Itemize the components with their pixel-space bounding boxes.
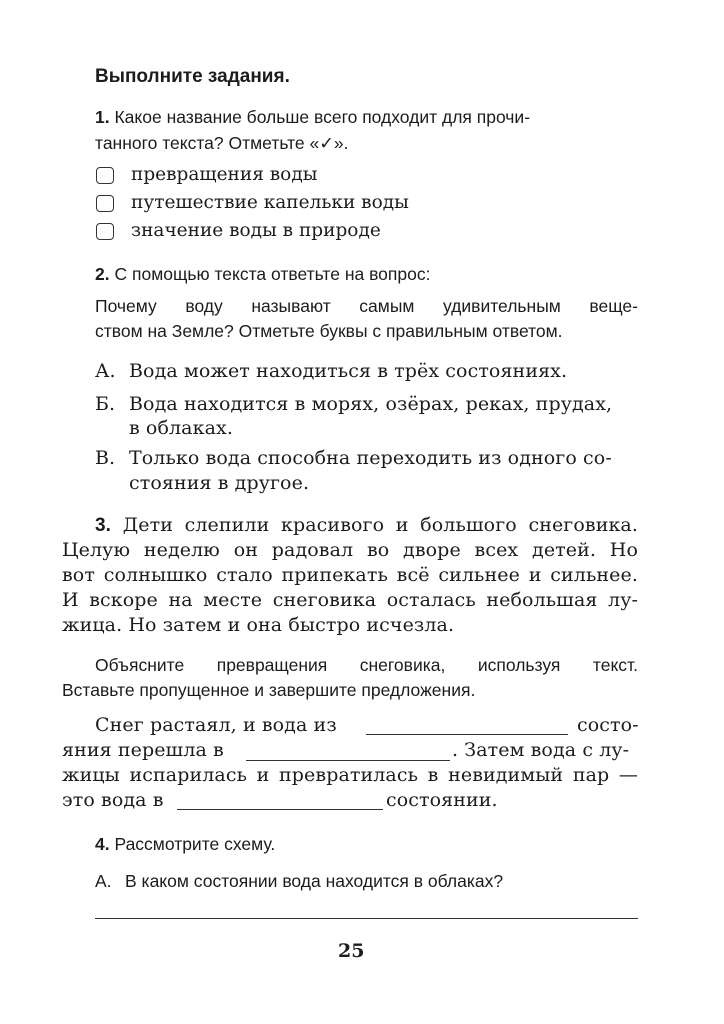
- task1-number: 1.: [95, 107, 110, 127]
- fill-l2-before: яния перешла в: [62, 739, 224, 761]
- task2-intro-line: [95, 264, 430, 285]
- answer-b-text-line1: Вода находится в морях, озёрах, реках, прудах,: [129, 393, 613, 415]
- task4-sub-letter: А.: [95, 871, 112, 891]
- answer-v-text-line2: стояния в другое.: [129, 472, 310, 494]
- blank-input-2[interactable]: [246, 746, 450, 761]
- fill-l4-before: это вода в: [62, 789, 164, 811]
- task1-text-line1: Какое название больше всего подходит для прочи-: [114, 107, 531, 127]
- task3-number: 3.: [95, 515, 112, 536]
- story-line-3: вот солнышко стало припекать всё сильнее и сильнее.: [62, 564, 638, 586]
- task2-intro: С помощью текста ответьте на вопрос:: [114, 264, 431, 284]
- fill-l4-after: состоянии.: [386, 789, 498, 811]
- task2-question-line1: Почему воду называют самым удивительным веще-: [95, 296, 638, 316]
- story-line-1-text: Дети слепили красивого и большого снеговика.: [122, 514, 638, 536]
- story-line-2: Целую неделю он радовал во дворе всех детей. Но: [62, 539, 638, 561]
- task2-question-line2: ством на Земле? Отметьте буквы с правильным ответом.: [95, 321, 563, 341]
- fill-l2-after: . Затем вода с лу-: [452, 739, 630, 761]
- answer-a-text: Вода может находиться в трёх состояниях.: [129, 360, 568, 382]
- task4-line: [95, 834, 275, 855]
- option-checkbox-3[interactable]: [96, 223, 114, 240]
- task4-text: Рассмотрите схему.: [114, 834, 276, 854]
- answer-line-input[interactable]: [95, 918, 638, 919]
- story-line-5: жица. Но затем и она быстро исчезла.: [62, 614, 455, 636]
- task3-instruction-line2: Вставьте пропущенное и завершите предложения.: [62, 680, 476, 700]
- option-label-2: путешествие капельки воды: [131, 192, 409, 213]
- answer-b-text-line2: в облаках.: [129, 417, 233, 439]
- answer-v[interactable]: [95, 447, 638, 469]
- task1-text-line2: танного текста? Отметьте «✓».: [95, 133, 349, 153]
- story-line-4: И вскоре на месте снеговика осталась небольшая лу-: [62, 589, 638, 611]
- answer-b[interactable]: [95, 393, 638, 415]
- answer-b-letter: Б.: [95, 393, 116, 415]
- option-checkbox-1[interactable]: [96, 167, 114, 184]
- task4-number: 4.: [95, 834, 110, 854]
- fill-l3: жицы испарилась и превратилась в невидимый пар —: [62, 764, 638, 786]
- task3-instruction-line1: Объясните превращения снеговика, используя текст.: [95, 655, 638, 675]
- answer-a[interactable]: [95, 360, 567, 382]
- fill-l1-before: Снег растаял, и вода из: [95, 714, 337, 736]
- answer-v-letter: В.: [95, 447, 116, 469]
- answer-a-letter: А.: [95, 360, 116, 382]
- task2-number: 2.: [95, 264, 110, 284]
- blank-input-3[interactable]: [177, 795, 383, 810]
- page-heading: Выполните задания.: [95, 66, 290, 87]
- task4-sub-question-text: В каком состоянии вода находится в облаках?: [125, 871, 504, 891]
- page-number: 25: [338, 940, 365, 962]
- story-line-1: [95, 514, 638, 537]
- fill-line-1: [95, 714, 337, 736]
- task1-line1: [95, 107, 638, 128]
- task4-subquestion: [95, 871, 503, 892]
- option-label-3: значение воды в природе: [131, 220, 381, 241]
- option-checkbox-2[interactable]: [96, 195, 114, 212]
- option-label-1: превращения воды: [131, 164, 318, 185]
- answer-v-text-line1: Только вода способна переходить из одного со-: [129, 447, 612, 469]
- fill-l1-after: состо-: [577, 714, 639, 736]
- blank-input-1[interactable]: [366, 720, 568, 735]
